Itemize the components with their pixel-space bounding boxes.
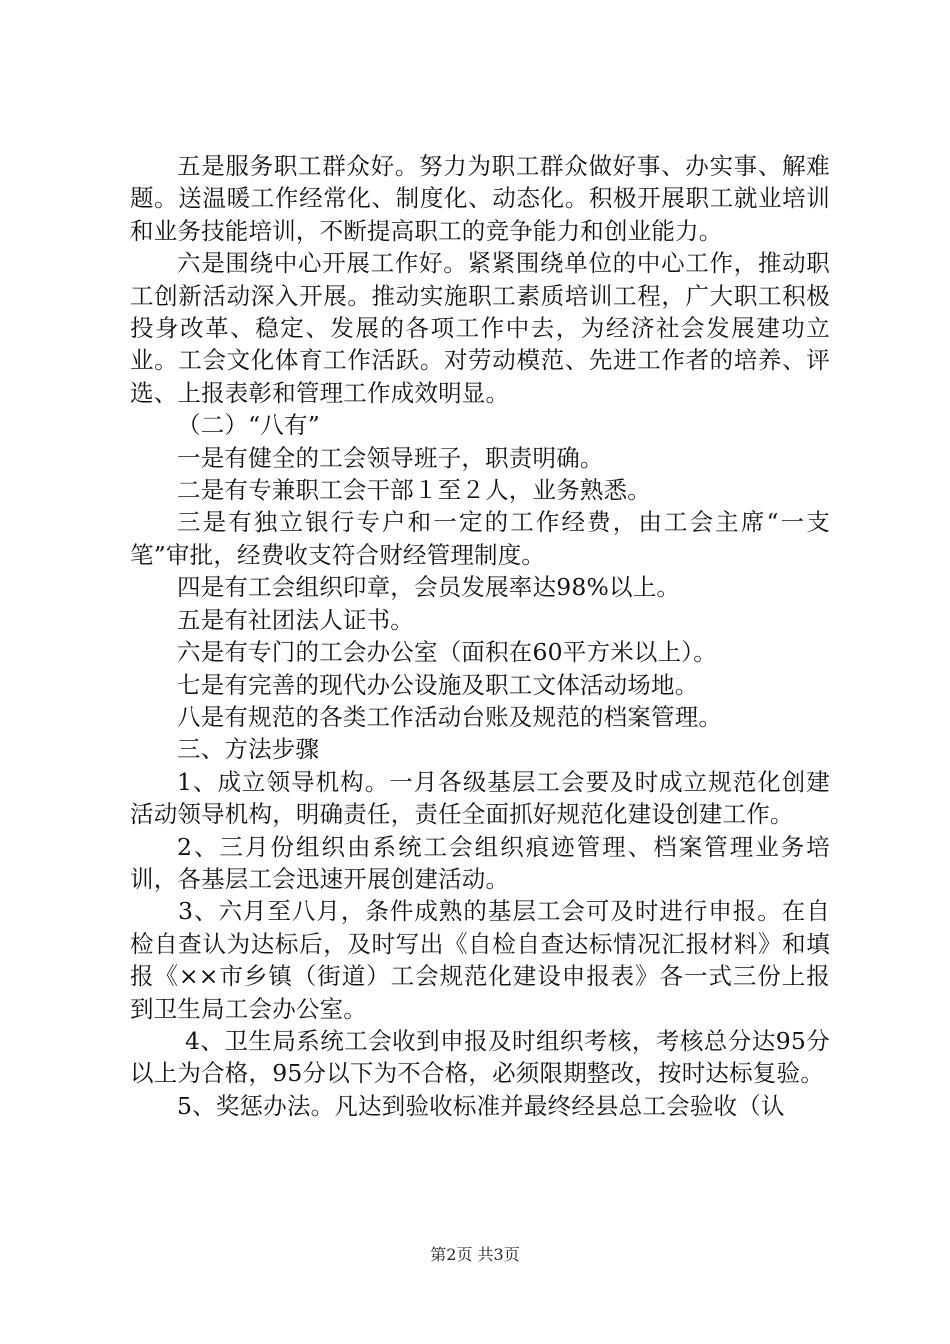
section-heading-eight-haves: （二）“八有” <box>177 411 320 440</box>
section-heading-method-steps: 三、方法步骤 <box>177 735 320 764</box>
paragraph-item-8: 八是有规范的各类工作活动台账及规范的档案管理。 <box>177 702 723 731</box>
paragraph-center-work: 六是围绕中心开展工作好。紧紧围绕单位的中心工作，推动职工创新活动深入开展。推动实施职工素质培训工程，广大职工积极投身改革、稳定、发展的各项工作中去，为经济社会发展建功立业。工会文化体育工作活跃。对劳动模范、先进工作者的培养、评选、上报表彰和管理工作成效明显。 <box>130 249 830 407</box>
document-body <box>130 150 830 1122</box>
paragraph-item-1: 一是有健全的工会领导班子，职责明确。 <box>177 443 604 472</box>
paragraph-item-3: 三是有独立银行专户和一定的工作经费，由工会主席“一支笔”审批，经费收支符合财经管理制度。 <box>130 508 830 569</box>
paragraph-step-2: 2、三月份组织由系统工会组织痕迹管理、档案管理业务培训，各基层工会迅速开展创建活动。 <box>130 832 830 893</box>
paragraph-service-workers: 五是服务职工群众好。努力为职工群众做好事、办实事、解难题。送温暖工作经常化、制度化、动态化。积极开展职工就业培训和业务技能培训，不断提高职工的竞争能力和创业能力。 <box>130 152 830 245</box>
paragraph-item-2: 二是有专兼职工会干部１至２人，业务熟悉。 <box>177 476 651 505</box>
paragraph-step-1: 1、成立领导机构。一月各级基层工会要及时成立规范化创建活动领导机构，明确责任，责任全面抓好规范化建设创建工作。 <box>130 767 830 829</box>
paragraph-step-3: 3、六月至八月，条件成熟的基层工会可及时进行申报。在自检自查认为达标后，及时写出《自检自查达标情况汇报材料》和填报《××市乡镇（街道）工会规范化建设申报表》各一式三份上报到卫生局工会办公室。 <box>130 897 830 1023</box>
paragraph-step-5: 5、奖惩办法。凡达到验收标准并最终经县总工会验收（认 <box>177 1091 785 1120</box>
paragraph-item-5: 五是有社团法人证书。 <box>177 605 414 634</box>
paragraph-step-4: 4、卫生局系统工会收到申报及时组织考核，考核总分达95分以上为合格，95分以下为不合格，必须限期整改，按时达标复验。 <box>130 1026 830 1088</box>
paragraph-item-6: 六是有专门的工会办公室（面积在60平方米以上）。 <box>177 638 717 667</box>
paragraph-item-7: 七是有完善的现代办公设施及职工文体活动场地。 <box>177 670 699 699</box>
paragraph-item-4: 四是有工会组织印章，会员发展率达98%以上。 <box>177 573 681 602</box>
page-number-footer: 第2页 共3页 <box>430 1245 520 1264</box>
